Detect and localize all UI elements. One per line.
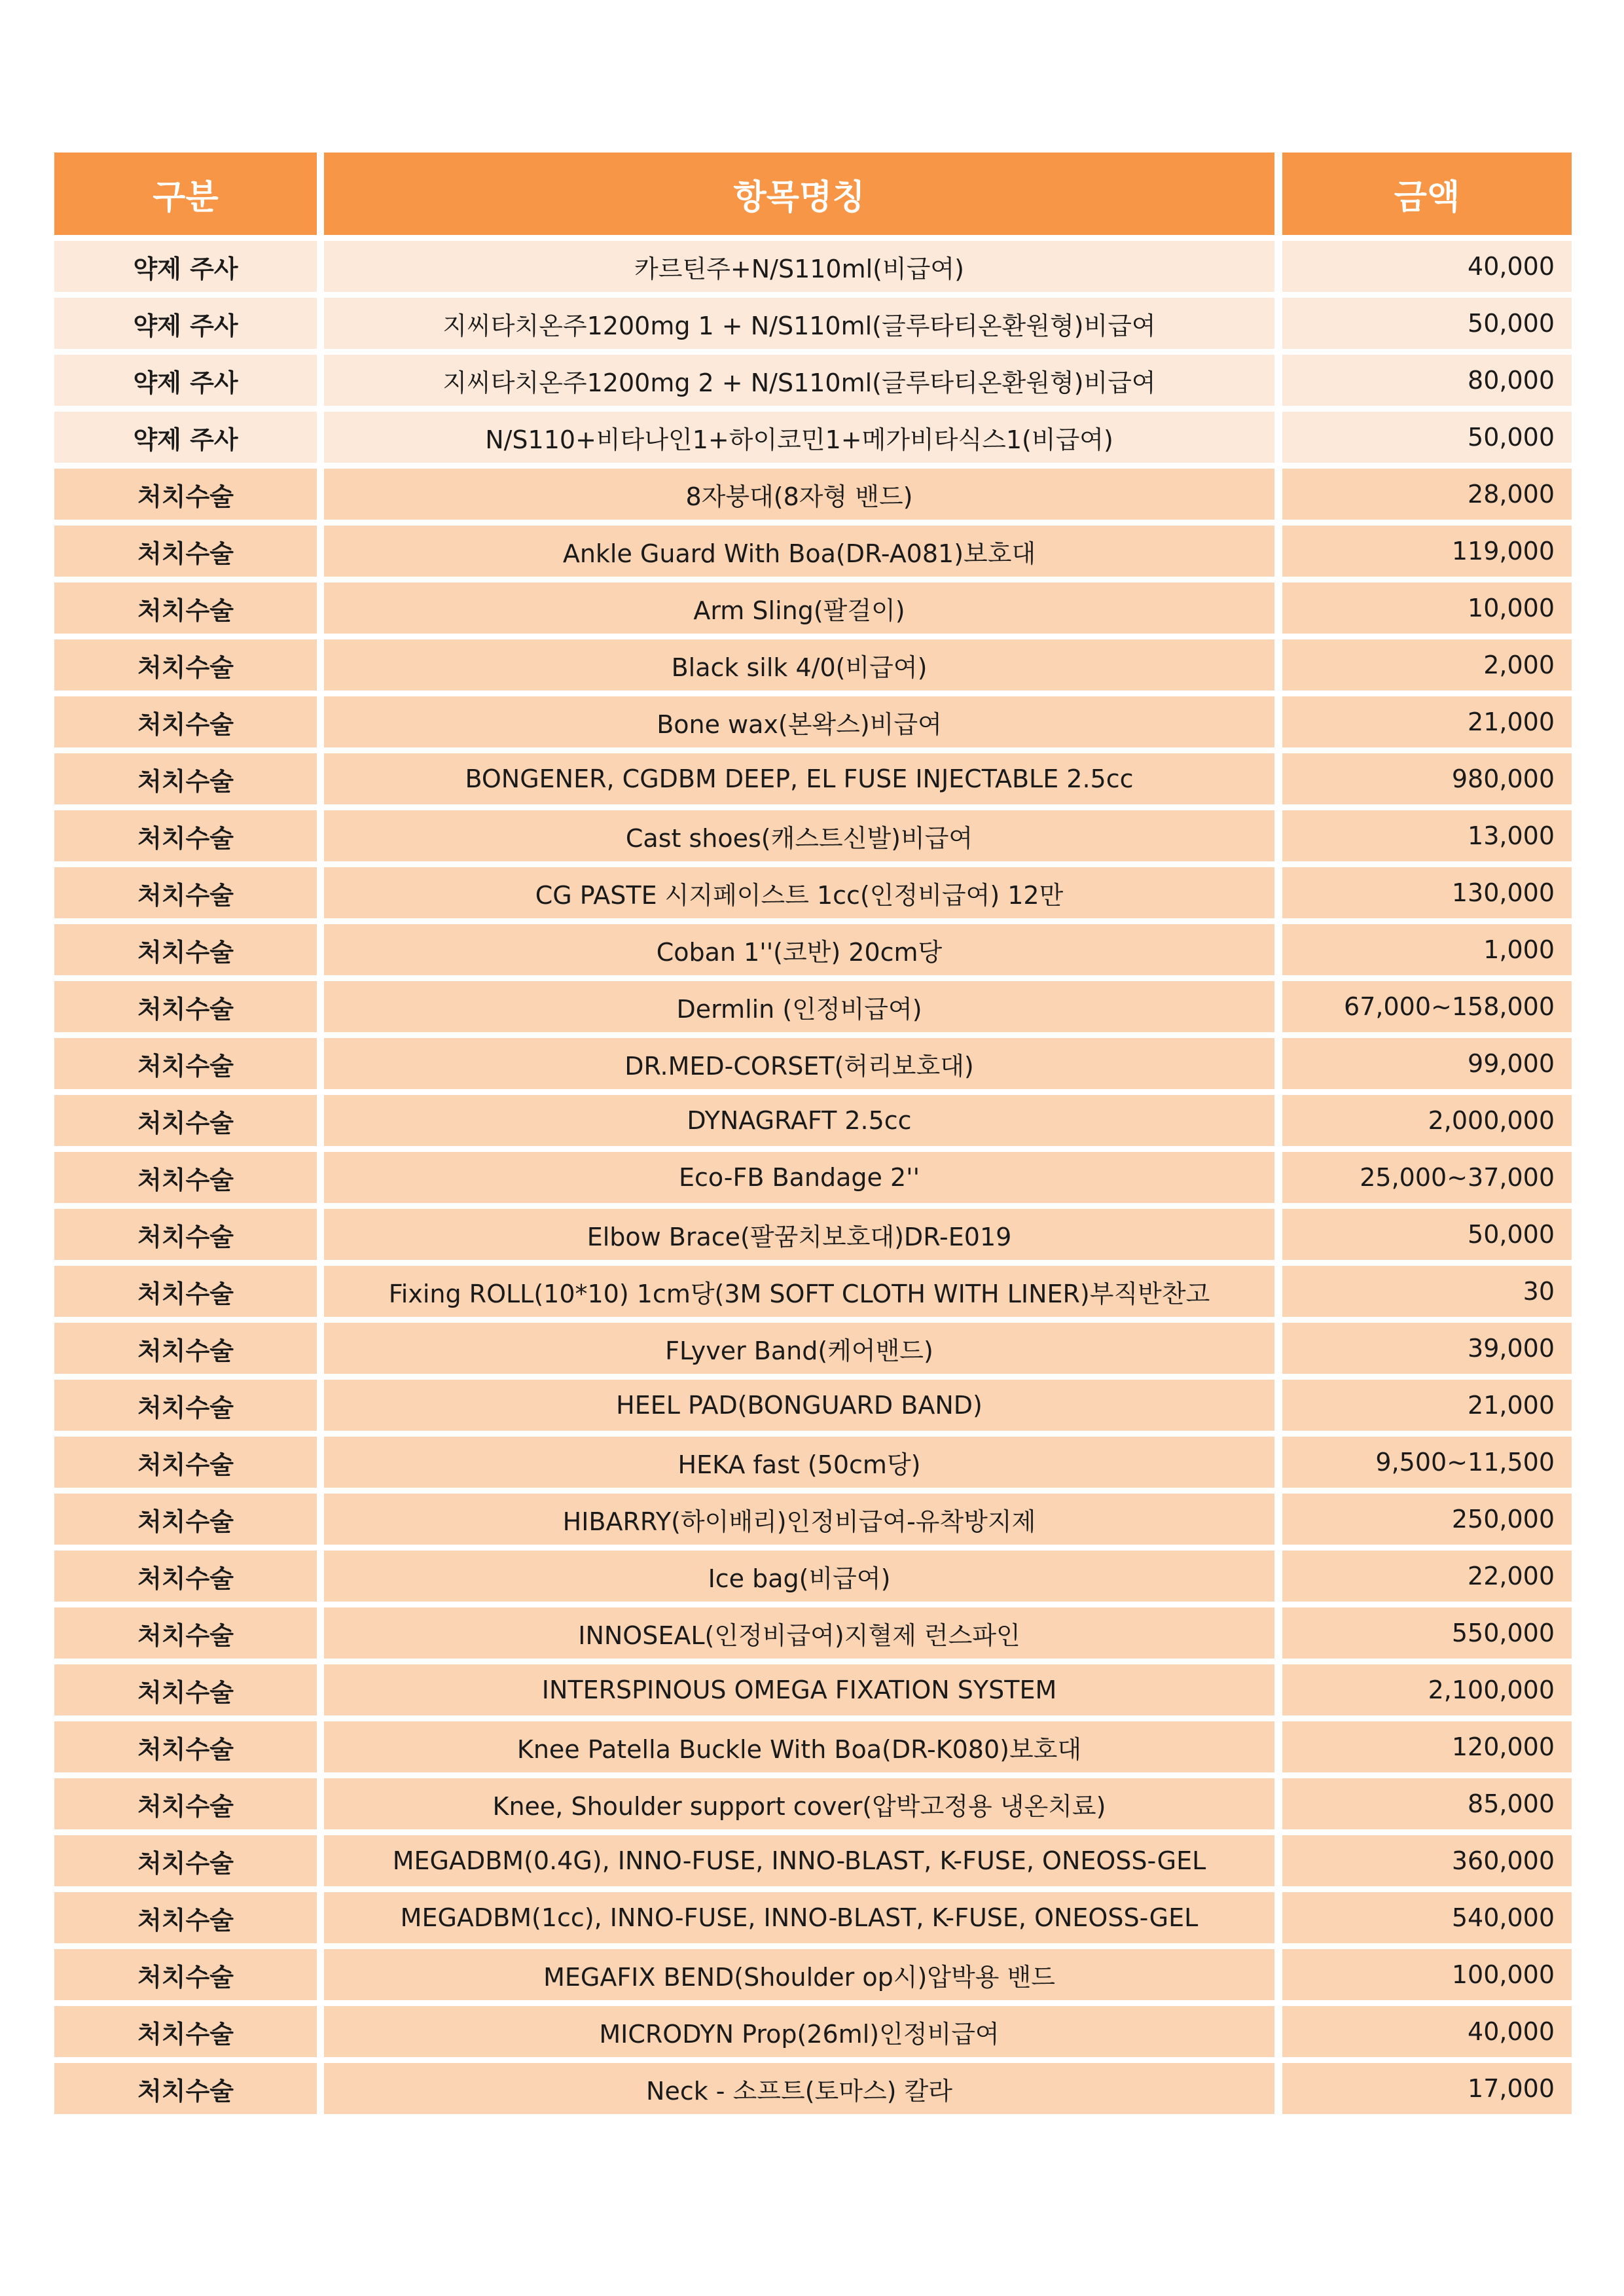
row-price: 50,000 <box>1282 298 1572 349</box>
header-item-name: 항목명칭 <box>324 152 1274 235</box>
row-price: 50,000 <box>1282 1209 1572 1260</box>
table-row <box>54 1209 1572 1260</box>
row-price: 10,000 <box>1282 583 1572 634</box>
row-item-name: Bone wax(본왁스)비급여 <box>324 696 1274 747</box>
row-category: 약제 주사 <box>54 355 317 406</box>
table-row <box>54 2006 1572 2057</box>
row-category: 처치수술 <box>54 469 317 520</box>
table-row <box>54 1494 1572 1545</box>
row-item-name: Coban 1''(코반) 20cm당 <box>324 924 1274 975</box>
row-item-name: Eco-FB Bandage 2'' <box>324 1152 1274 1203</box>
row-price: 2,100,000 <box>1282 1664 1572 1715</box>
row-category: 처치수술 <box>54 1323 317 1374</box>
row-item-name: HEKA fast (50cm당) <box>324 1437 1274 1488</box>
row-price: 30 <box>1282 1266 1572 1317</box>
row-item-name: HEEL PAD(BONGUARD BAND) <box>324 1380 1274 1431</box>
row-item-name: INTERSPINOUS OMEGA FIXATION SYSTEM <box>324 1664 1274 1715</box>
table-row <box>54 1721 1572 1772</box>
row-item-name: INNOSEAL(인정비급여)지혈제 런스파인 <box>324 1607 1274 1659</box>
table-row <box>54 241 1572 292</box>
row-category: 처치수술 <box>54 1209 317 1260</box>
row-item-name: N/S110+비타나인1+하이코민1+메가비타식스1(비급여) <box>324 412 1274 463</box>
row-category: 처치수술 <box>54 1721 317 1772</box>
table-row <box>54 1038 1572 1089</box>
row-price: 50,000 <box>1282 412 1572 463</box>
row-category: 처치수술 <box>54 1095 317 1146</box>
row-price: 980,000 <box>1282 753 1572 804</box>
row-category: 처치수술 <box>54 1266 317 1317</box>
table-body <box>54 241 1572 2120</box>
row-price: 39,000 <box>1282 1323 1572 1374</box>
row-item-name: MICRODYN Prop(26ml)인정비급여 <box>324 2006 1274 2057</box>
row-price: 99,000 <box>1282 1038 1572 1089</box>
row-price: 28,000 <box>1282 469 1572 520</box>
row-category: 처치수술 <box>54 1949 317 2000</box>
row-item-name: DYNAGRAFT 2.5cc <box>324 1095 1274 1146</box>
row-price: 120,000 <box>1282 1721 1572 1772</box>
row-price: 13,000 <box>1282 810 1572 861</box>
row-item-name: 지씨타치온주1200mg 1 + N/S110ml(글루타티온환원형)비급여 <box>324 298 1274 349</box>
row-price: 540,000 <box>1282 1892 1572 1943</box>
table-row <box>54 1095 1572 1146</box>
row-item-name: Arm Sling(팔걸이) <box>324 583 1274 634</box>
row-price: 130,000 <box>1282 867 1572 918</box>
row-price: 9,500~11,500 <box>1282 1437 1572 1488</box>
table-row <box>54 1152 1572 1203</box>
table-row <box>54 469 1572 520</box>
table-row <box>54 1664 1572 1715</box>
table-row <box>54 1778 1572 1829</box>
row-price: 40,000 <box>1282 2006 1572 2057</box>
row-item-name: FLyver Band(케어밴드) <box>324 1323 1274 1374</box>
row-price: 80,000 <box>1282 355 1572 406</box>
row-item-name: MEGADBM(1cc), INNO-FUSE, INNO-BLAST, K-FUSE, ONEOSS-GEL <box>324 1892 1274 1943</box>
table-row <box>54 810 1572 861</box>
row-category: 약제 주사 <box>54 298 317 349</box>
row-item-name: Elbow Brace(팔꿈치보호대)DR-E019 <box>324 1209 1274 1260</box>
table-row <box>54 583 1572 634</box>
row-price: 21,000 <box>1282 696 1572 747</box>
table-row <box>54 355 1572 406</box>
row-category: 처치수술 <box>54 1437 317 1488</box>
row-item-name: Fixing ROLL(10*10) 1cm당(3M SOFT CLOTH WITH LINER)부직반찬고 <box>324 1266 1274 1317</box>
table-row <box>54 867 1572 918</box>
row-item-name: Ice bag(비급여) <box>324 1551 1274 1602</box>
table-row <box>54 639 1572 691</box>
row-price: 40,000 <box>1282 241 1572 292</box>
table-row <box>54 981 1572 1032</box>
table-row <box>54 1949 1572 2000</box>
header-category: 구분 <box>54 152 317 235</box>
row-item-name: BONGENER, CGDBM DEEP, EL FUSE INJECTABLE 2.5cc <box>324 753 1274 804</box>
row-category: 처치수술 <box>54 2063 317 2114</box>
row-category: 처치수술 <box>54 583 317 634</box>
table-row <box>54 1607 1572 1659</box>
row-category: 처치수술 <box>54 696 317 747</box>
row-item-name: 지씨타치온주1200mg 2 + N/S110ml(글루타티온환원형)비급여 <box>324 355 1274 406</box>
row-category: 처치수술 <box>54 1038 317 1089</box>
row-category: 처치수술 <box>54 867 317 918</box>
row-category: 처치수술 <box>54 1892 317 1943</box>
row-category: 처치수술 <box>54 981 317 1032</box>
row-price: 17,000 <box>1282 2063 1572 2114</box>
row-price: 21,000 <box>1282 1380 1572 1431</box>
table-row <box>54 924 1572 975</box>
row-price: 2,000 <box>1282 639 1572 691</box>
row-category: 처치수술 <box>54 639 317 691</box>
table-row <box>54 1835 1572 1886</box>
row-category: 처치수술 <box>54 924 317 975</box>
table-row <box>54 1437 1572 1488</box>
row-category: 처치수술 <box>54 1607 317 1659</box>
row-price: 250,000 <box>1282 1494 1572 1545</box>
table-row <box>54 1551 1572 1602</box>
row-item-name: CG PASTE 시지페이스트 1cc(인정비급여) 12만 <box>324 867 1274 918</box>
row-price: 1,000 <box>1282 924 1572 975</box>
row-item-name: MEGADBM(0.4G), INNO-FUSE, INNO-BLAST, K-FUSE, ONEOSS-GEL <box>324 1835 1274 1886</box>
row-price: 550,000 <box>1282 1607 1572 1659</box>
row-category: 처치수술 <box>54 810 317 861</box>
row-category: 처치수술 <box>54 1664 317 1715</box>
row-price: 100,000 <box>1282 1949 1572 2000</box>
row-category: 처치수술 <box>54 1380 317 1431</box>
row-category: 처치수술 <box>54 2006 317 2057</box>
row-item-name: 카르틴주+N/S110ml(비급여) <box>324 241 1274 292</box>
price-table <box>54 152 1572 2120</box>
row-category: 처치수술 <box>54 753 317 804</box>
row-item-name: DR.MED-CORSET(허리보호대) <box>324 1038 1274 1089</box>
table-row <box>54 1323 1572 1374</box>
row-item-name: Dermlin (인정비급여) <box>324 981 1274 1032</box>
row-price: 25,000~37,000 <box>1282 1152 1572 1203</box>
row-price: 2,000,000 <box>1282 1095 1572 1146</box>
row-price: 119,000 <box>1282 526 1572 577</box>
row-item-name: Knee, Shoulder support cover(압박고정용 냉온치료) <box>324 1778 1274 1829</box>
table-row <box>54 298 1572 349</box>
row-category: 처치수술 <box>54 1778 317 1829</box>
row-category: 약제 주사 <box>54 412 317 463</box>
row-category: 처치수술 <box>54 1494 317 1545</box>
row-item-name: 8자붕대(8자형 밴드) <box>324 469 1274 520</box>
row-category: 처치수술 <box>54 1152 317 1203</box>
table-row <box>54 696 1572 747</box>
row-item-name: Neck - 소프트(토마스) 칼라 <box>324 2063 1274 2114</box>
row-item-name: Black silk 4/0(비급여) <box>324 639 1274 691</box>
table-row <box>54 526 1572 577</box>
table-row <box>54 412 1572 463</box>
row-price: 85,000 <box>1282 1778 1572 1829</box>
row-category: 처치수술 <box>54 526 317 577</box>
table-row <box>54 1892 1572 1943</box>
row-category: 처치수술 <box>54 1835 317 1886</box>
table-row <box>54 1380 1572 1431</box>
row-item-name: MEGAFIX BEND(Shoulder op시)압박용 밴드 <box>324 1949 1274 2000</box>
row-item-name: Knee Patella Buckle With Boa(DR-K080)보호대 <box>324 1721 1274 1772</box>
row-price: 360,000 <box>1282 1835 1572 1886</box>
header-price: 금액 <box>1282 152 1572 235</box>
row-price: 67,000~158,000 <box>1282 981 1572 1032</box>
table-header-row <box>54 152 1572 235</box>
row-category: 처치수술 <box>54 1551 317 1602</box>
table-row <box>54 2063 1572 2114</box>
row-item-name: Cast shoes(캐스트신발)비급여 <box>324 810 1274 861</box>
table-row <box>54 1266 1572 1317</box>
row-price: 22,000 <box>1282 1551 1572 1602</box>
row-item-name: HIBARRY(하이배리)인정비급여-유착방지제 <box>324 1494 1274 1545</box>
row-category: 약제 주사 <box>54 241 317 292</box>
table-row <box>54 753 1572 804</box>
row-item-name: Ankle Guard With Boa(DR-A081)보호대 <box>324 526 1274 577</box>
